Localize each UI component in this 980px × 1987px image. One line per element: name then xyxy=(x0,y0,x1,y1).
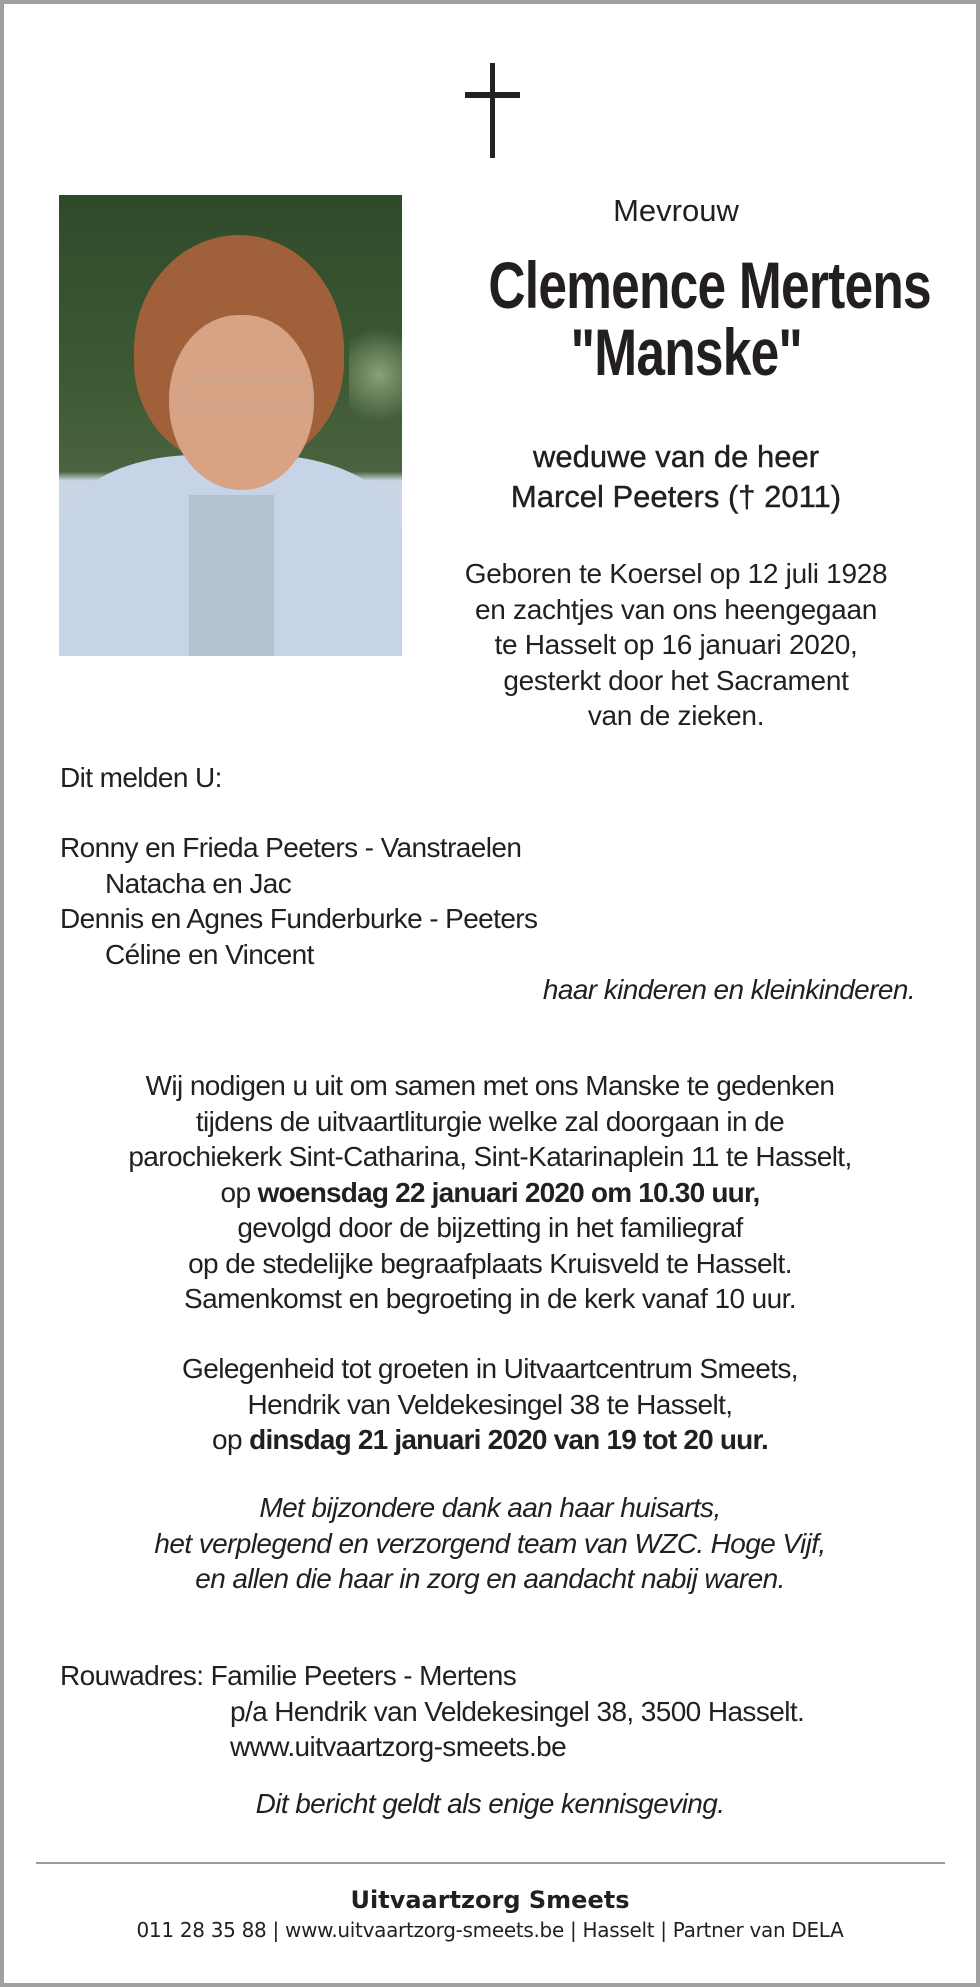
honorific: Mevrouw xyxy=(613,193,739,228)
family-list xyxy=(60,830,537,972)
thanks-line: Met bijzondere dank aan haar huisarts, xyxy=(259,1492,721,1523)
funeral-line: Samenkomst en begroeting in de kerk vanaf 10 uur. xyxy=(184,1283,796,1314)
funeral-datetime: woensdag 22 januari 2020 om 10.30 uur, xyxy=(257,1176,760,1208)
visitation-date-line: op dinsdag 21 januari 2020 van 19 tot 20 uur. xyxy=(212,1424,768,1455)
address-website-link[interactable]: www.uitvaartzorg-smeets.be xyxy=(230,1731,567,1762)
visitation-datetime: dinsdag 21 januari 2020 van 19 tot 20 uur. xyxy=(249,1424,768,1455)
thanks-note xyxy=(40,1490,940,1597)
deceased-name xyxy=(426,248,946,389)
funeral-info xyxy=(40,1068,940,1317)
portrait-photo xyxy=(59,195,402,656)
address-label: Rouwadres: Familie Peeters - Mertens xyxy=(60,1660,517,1691)
birth-death-line: en zachtjes van ons heengegaan xyxy=(475,593,877,625)
birth-death-line: van de zieken. xyxy=(587,700,765,731)
notice: Dit bericht geldt als enige kennisgeving. xyxy=(255,1788,725,1819)
widow-line-1: weduwe van de heer xyxy=(532,439,820,474)
funeral-home-name: Uitvaartzorg Smeets xyxy=(350,1886,630,1914)
funeral-line: op de stedelijke begraafplaats Kruisveld te Hasselt. xyxy=(188,1247,792,1279)
funeral-line: gevolgd door de bijzetting in het familiegraf xyxy=(237,1212,743,1243)
visitation-line: Gelegenheid tot groeten in Uitvaartcentrum Smeets, xyxy=(182,1353,798,1384)
visitation-line: Hendrik van Veldekesingel 38 te Hasselt, xyxy=(247,1388,733,1420)
birth-death-line: gesterkt door het Sacrament xyxy=(503,664,849,696)
announcers-intro: Dit melden U: xyxy=(60,762,222,793)
family-member: Ronny en Frieda Peeters - Vanstraelen xyxy=(60,832,522,863)
funeral-line: tijdens de uitvaartliturgie welke zal doorgaan in de xyxy=(195,1105,785,1137)
birth-death-line: te Hasselt op 16 januari 2020, xyxy=(494,629,858,660)
funeral-date-line: op woensdag 22 januari 2020 om 10.30 uur, xyxy=(220,1176,760,1208)
widow-line-2: Marcel Peeters († 2011) xyxy=(510,479,842,514)
deceased-name-line1: Clemence Mertens xyxy=(488,248,931,322)
family-member: Natacha en Jac xyxy=(105,867,292,899)
funeral-home-details: 011 28 35 88 | www.uitvaartzorg-smeets.be | Hasselt | Partner van DELA xyxy=(136,1918,844,1942)
obituary-card xyxy=(4,4,976,1983)
funeral-line: Wij nodigen u uit om samen met ons Manske te gedenken xyxy=(145,1070,835,1101)
widow-of xyxy=(424,437,928,517)
family-member: Céline en Vincent xyxy=(105,938,314,970)
family-member: Dennis en Agnes Funderburke - Peeters xyxy=(60,903,538,934)
birth-death-line: Geboren te Koersel op 12 juli 1928 xyxy=(464,558,888,589)
divider xyxy=(36,1862,945,1864)
birth-death-info xyxy=(424,556,928,734)
visitation-info xyxy=(40,1351,940,1458)
address-line: p/a Hendrik van Veldekesingel 38, 3500 Hasselt. xyxy=(230,1695,805,1727)
mourning-address xyxy=(60,1658,804,1765)
funeral-line: parochiekerk Sint-Catharina, Sint-Katarinaplein 11 te Hasselt, xyxy=(128,1141,852,1172)
family-relation: haar kinderen en kleinkinderen. xyxy=(542,974,915,1005)
thanks-line: het verplegend en verzorgend team van WZC. Hoge Vijf, xyxy=(154,1527,826,1559)
deceased-nickname: "Manske" xyxy=(570,315,802,389)
thanks-line: en allen die haar in zorg en aandacht nabij waren. xyxy=(195,1563,785,1594)
